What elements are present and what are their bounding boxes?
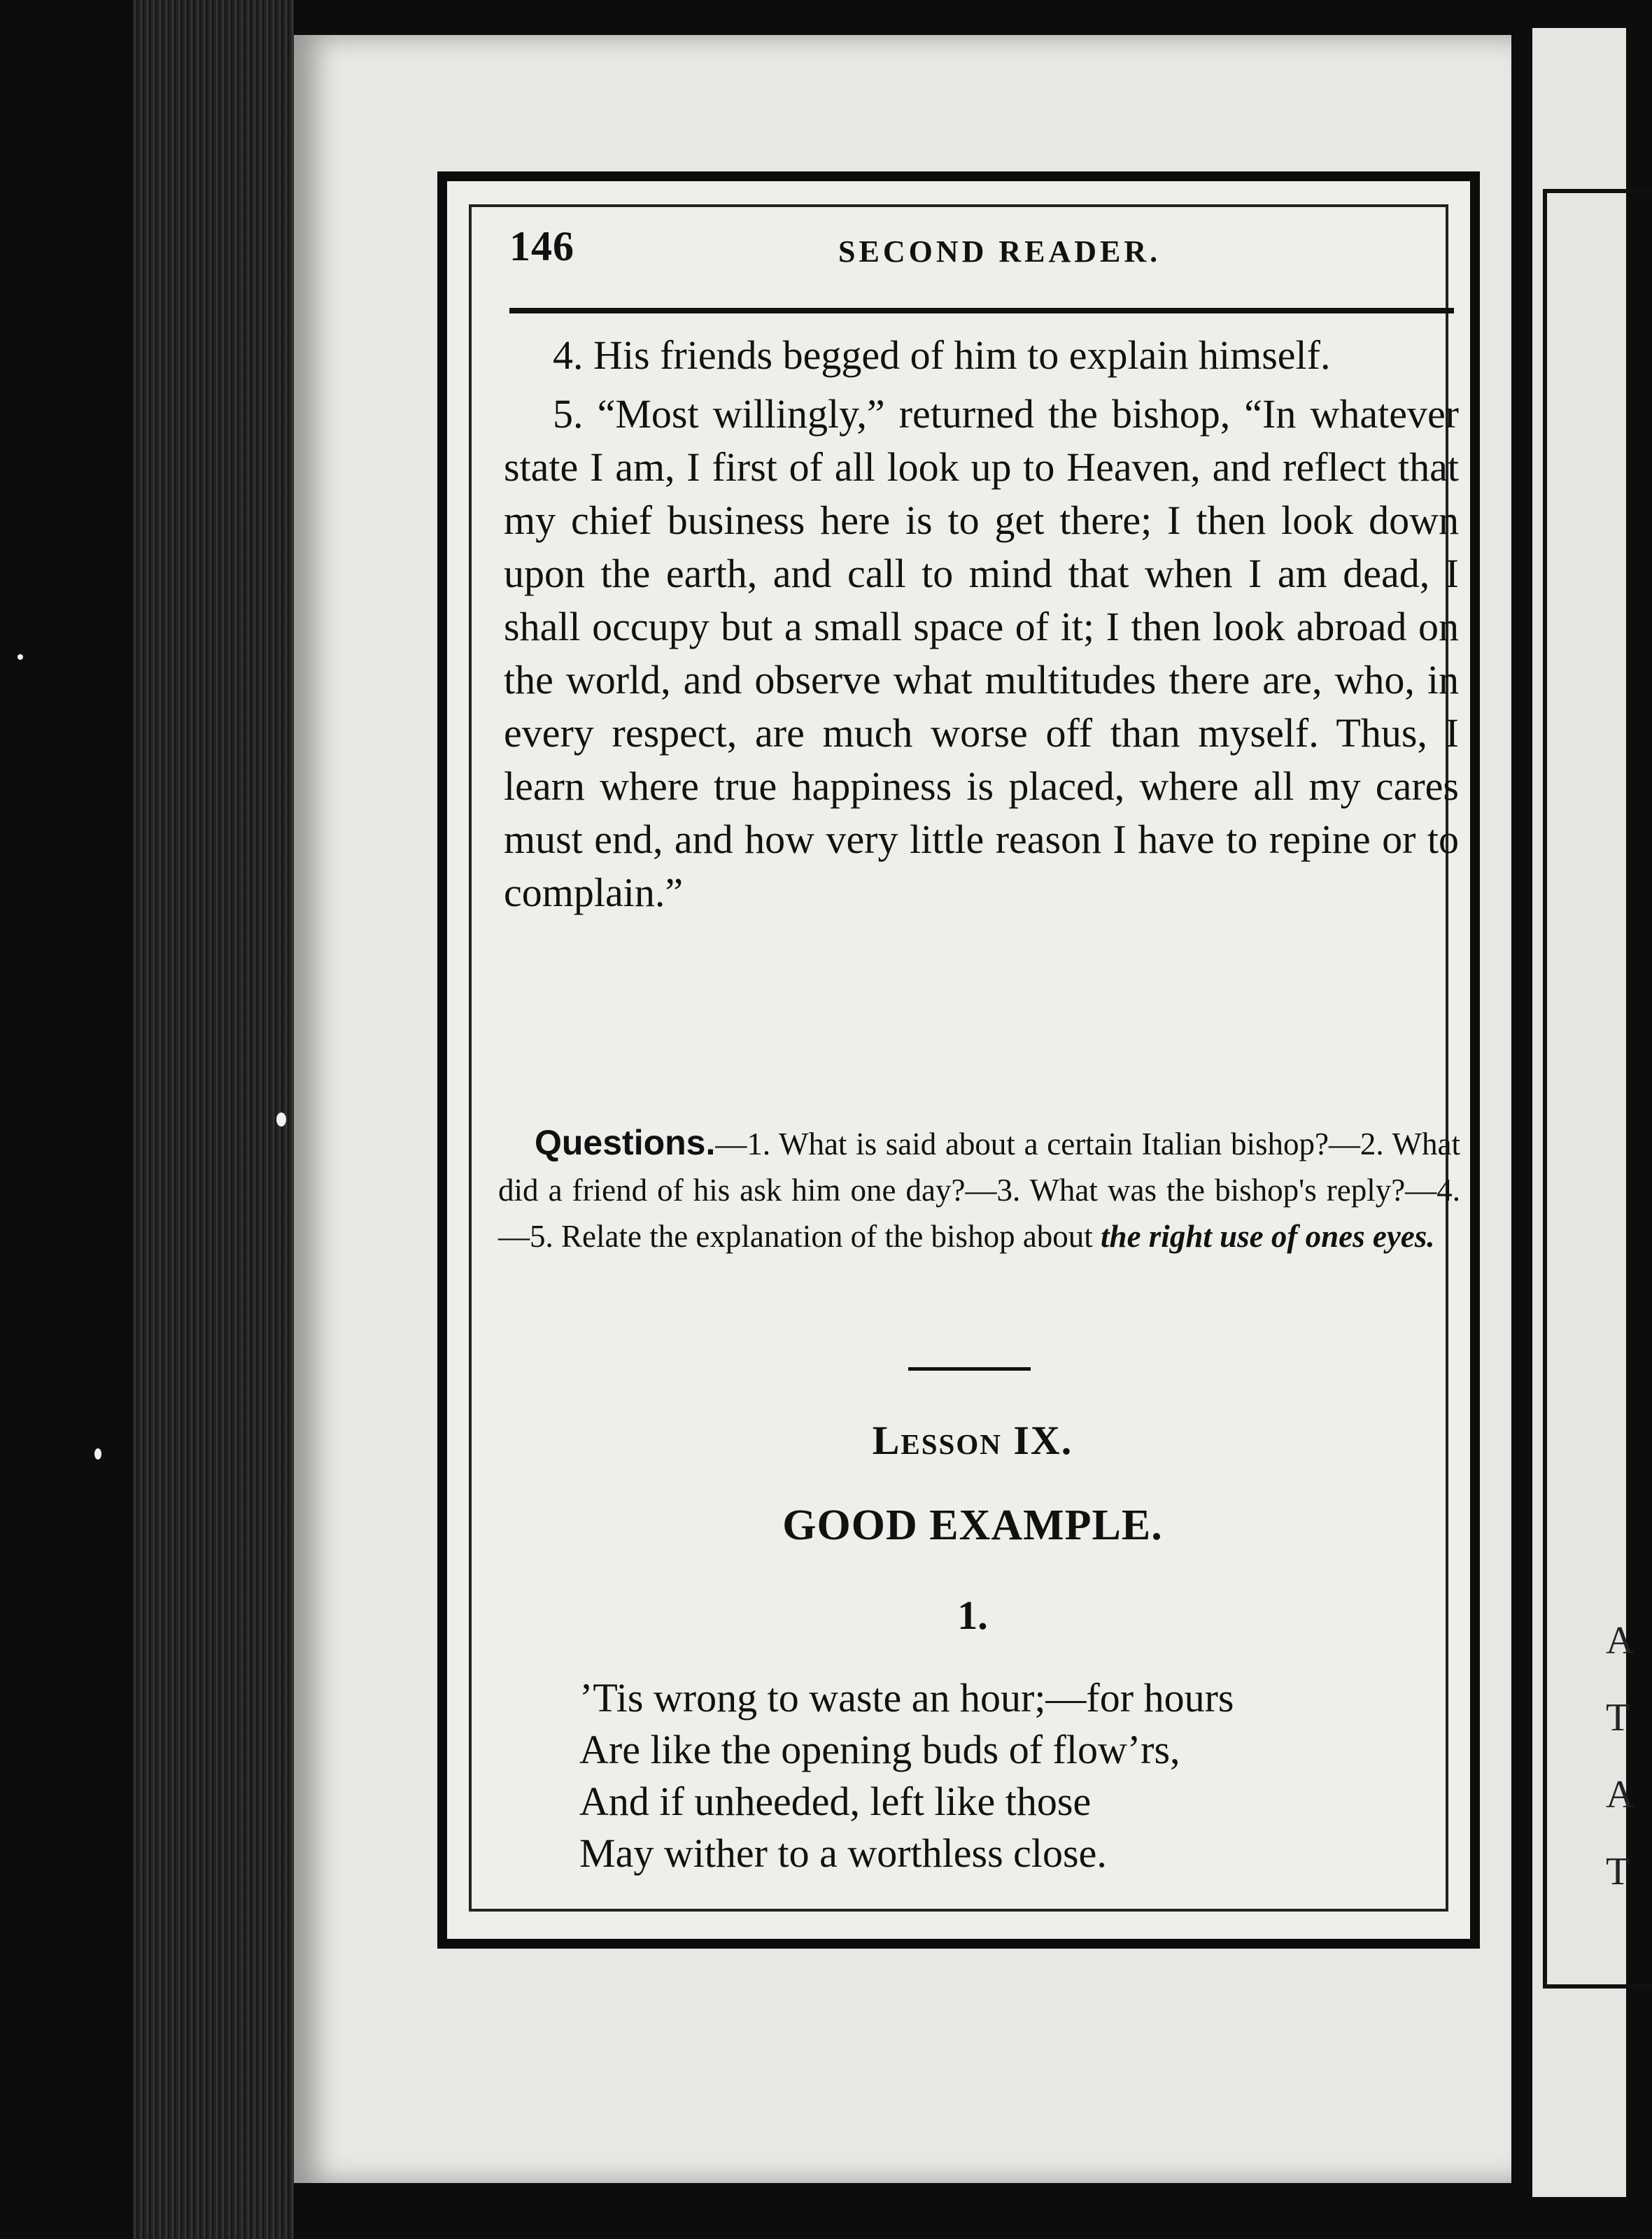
- next-page-letter: T: [1606, 1696, 1630, 1739]
- next-page-letter: A: [1606, 1773, 1635, 1816]
- scan-speck: [94, 1448, 101, 1460]
- book-page-edges: [133, 0, 294, 2239]
- stanza-number: 1.: [957, 1592, 988, 1638]
- poem-line: And if unheeded, left like those: [579, 1779, 1092, 1824]
- next-page-letters: [1606, 1602, 1634, 1910]
- lesson-title: GOOD EXAMPLE.: [782, 1502, 1163, 1549]
- next-page-letter: T: [1606, 1850, 1630, 1893]
- next-page-letter: A: [1606, 1619, 1635, 1662]
- page-number: 146: [509, 223, 574, 269]
- lesson-number: Lesson IX.: [872, 1418, 1073, 1463]
- header-rule: [509, 308, 1454, 313]
- running-title: SECOND READER.: [838, 234, 1162, 269]
- questions-text: —1. What is said about a certain Italian bishop?—2. What did a friend of his ask him one day?—3. What was the bishop's reply?—4.—5. Relate the explanation of the bishop about: [498, 1126, 1460, 1254]
- questions-block: [498, 1120, 1460, 1259]
- poem-line: May wither to a worthless close.: [579, 1830, 1107, 1876]
- paragraph-5: 5. “Most willingly,” returned the bishop, “In whatever state I am, I first of all look up to Heaven, and reflect that my chief business here is to get there; I then look down upon the earth, and call to mind that when I am dead, I shall occupy but a small space of it; I then look abroad on the world, and observe what multitudes there are, who, in every respect, are much worse off than myself. Thus, I learn where true happiness is placed, where all my cares must end, and how very little reason I have to repine or to complain.”: [504, 391, 1459, 915]
- poem: [579, 1672, 1419, 1879]
- poem-line: Are like the opening buds of flow’rs,: [579, 1727, 1180, 1772]
- questions-label: Questions.: [535, 1123, 716, 1162]
- next-page-frame: [1543, 189, 1652, 1989]
- running-head: [509, 223, 1447, 278]
- scan-speck: [17, 654, 23, 660]
- lesson-divider: [908, 1367, 1031, 1371]
- questions-italic: the right use of ones eyes.: [1101, 1219, 1435, 1254]
- poem-line: ’Tis wrong to waste an hour;—for hours: [579, 1675, 1234, 1721]
- scan-speck: [276, 1113, 286, 1126]
- paragraph-4: 4. His friends begged of him to explain himself.: [553, 332, 1331, 378]
- body-text: [504, 329, 1459, 925]
